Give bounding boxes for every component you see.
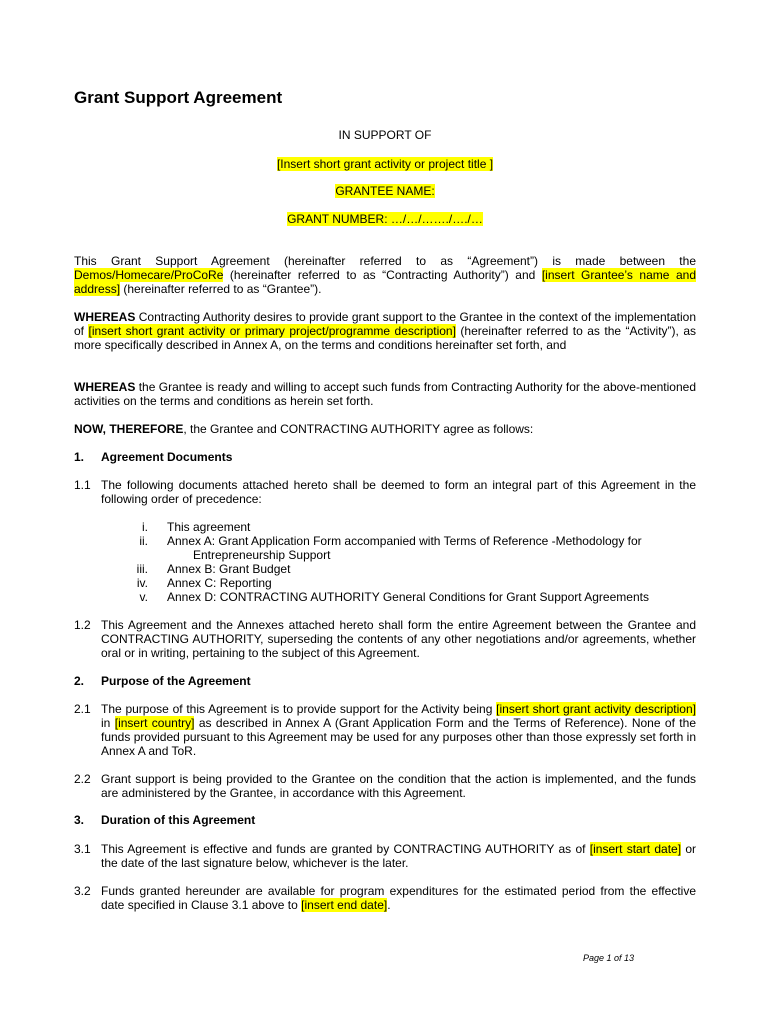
whereas-label: WHEREAS bbox=[74, 310, 136, 324]
intro-text-2: (hereinafter referred to as “Contracting Authority”) and bbox=[223, 268, 542, 282]
clause-3-2-number: 3.2 bbox=[74, 884, 91, 898]
clause-3-2-text-2: . bbox=[387, 898, 391, 912]
intro-paragraph bbox=[74, 254, 696, 296]
clause-3-2-text-1: Funds granted hereunder are available for program expenditures for the estimated period from the effective date specified in Clause 3.1 above to bbox=[101, 884, 696, 912]
list-item-number: i. bbox=[142, 520, 148, 534]
whereas1-text-2: (hereinafter referred to as the “Activity”), as more specifically described in Annex A, on the terms and conditions hereinafter set forth, and bbox=[74, 324, 696, 352]
now-therefore-paragraph bbox=[74, 422, 696, 436]
section-3-number: 3. bbox=[74, 813, 85, 827]
page-number: Page 1 of 13 bbox=[583, 953, 635, 963]
clause-2-1-text bbox=[101, 702, 696, 758]
document-title: Grant Support Agreement bbox=[74, 88, 283, 107]
list-item: This agreement bbox=[167, 520, 251, 534]
whereas-paragraph-2 bbox=[74, 380, 696, 408]
clause-2-1-number: 2.1 bbox=[74, 702, 91, 716]
list-item: Annex A: Grant Application Form accompanied with Terms of Reference -Methodology for bbox=[167, 534, 642, 548]
start-date-placeholder: [insert start date] bbox=[589, 842, 682, 856]
whereas-paragraph-1 bbox=[74, 310, 696, 352]
grant-number-field: GRANT NUMBER: …/…/……./…./… bbox=[287, 212, 483, 226]
clause-1-1-number: 1.1 bbox=[74, 478, 91, 492]
list-item-number: v. bbox=[139, 590, 148, 604]
list-item-continuation: Entrepreneurship Support bbox=[193, 548, 331, 562]
end-date-placeholder: [insert end date] bbox=[301, 898, 388, 912]
activity-title-line bbox=[0, 157, 770, 171]
grantee-name-line bbox=[0, 184, 770, 198]
section-3-heading: Duration of this Agreement bbox=[101, 813, 256, 827]
clause-3-1-text bbox=[101, 842, 696, 870]
grant-number-line bbox=[0, 212, 770, 226]
in-support-of: IN SUPPORT OF bbox=[338, 128, 432, 142]
list-item: Annex C: Reporting bbox=[167, 576, 272, 590]
clause-2-2-number: 2.2 bbox=[74, 772, 91, 786]
section-1-heading: Agreement Documents bbox=[101, 450, 233, 464]
clause-1-1-text: The following documents attached hereto shall be deemed to form an integral part of this Agreement in the following order of precedence: bbox=[101, 478, 696, 506]
section-2-heading: Purpose of the Agreement bbox=[101, 674, 251, 688]
intro-text-1: This Grant Support Agreement (hereinafter referred to as “Agreement”) is made between the bbox=[74, 254, 696, 268]
list-item-number: iii. bbox=[136, 562, 148, 576]
whereas-label: WHEREAS bbox=[74, 380, 136, 394]
now-therefore-text: , the Grantee and CONTRACTING AUTHORITY agree as follows: bbox=[183, 422, 534, 436]
clause-2-1-text-2: in bbox=[101, 716, 115, 730]
section-2-number: 2. bbox=[74, 674, 85, 688]
clause-1-2-text: This Agreement and the Annexes attached hereto shall form the entire Agreement between the Grantee and CONTRACTING AUTHORITY, superseding the contents of any other negotiations and/or agreements, whether oral or in writing, pertaining to the subject of this Agreement. bbox=[101, 618, 696, 660]
clause-3-1-text-1: This Agreement is effective and funds are granted by CONTRACTING AUTHORITY as of bbox=[101, 842, 590, 856]
whereas2-text: the Grantee is ready and willing to accept such funds from Contracting Authority for the above-mentioned activities on the terms and conditions as herein set forth. bbox=[74, 380, 696, 408]
grantee-name-field: GRANTEE NAME: bbox=[335, 184, 435, 198]
list-item-number: ii. bbox=[139, 534, 148, 548]
clause-2-1-text-1: The purpose of this Agreement is to provide support for the Activity being bbox=[101, 702, 497, 716]
activity-title-placeholder: [Insert short grant activity or project title ] bbox=[276, 157, 494, 171]
clause-3-1-number: 3.1 bbox=[74, 842, 91, 856]
section-1-number: 1. bbox=[74, 450, 85, 464]
clause-3-2-text bbox=[101, 884, 696, 912]
whereas1-text-1: Contracting Authority desires to provide grant support to the Grantee in the context of the implementation of bbox=[74, 310, 696, 338]
clause-1-2-number: 1.2 bbox=[74, 618, 91, 632]
grant-activity-description-placeholder: [insert short grant activity description] bbox=[496, 702, 696, 716]
clause-2-1-text-3: as described in Annex A (Grant Application Form and the Terms of Reference). None of the funds provided pursuant to this Agreement may be used for any purposes other than those expressly set forth in Annex A and ToR. bbox=[101, 716, 696, 758]
list-item: Annex B: Grant Budget bbox=[167, 562, 291, 576]
contracting-authority-name: Demos/Homecare/ProCoRe bbox=[74, 268, 224, 282]
country-placeholder: [insert country] bbox=[114, 716, 195, 730]
list-item-number: iv. bbox=[136, 576, 148, 590]
grantee-name-address-placeholder: [insert Grantee’s name and address] bbox=[74, 268, 696, 296]
intro-text-3: (hereinafter referred to as “Grantee”). bbox=[120, 282, 322, 296]
list-item: Annex D: CONTRACTING AUTHORITY General Conditions for Grant Support Agreements bbox=[167, 590, 649, 604]
now-therefore-label: NOW, THEREFORE bbox=[74, 422, 184, 436]
clause-3-1-text-2: or the date of the last signature below, whichever is the later. bbox=[101, 842, 696, 870]
clause-2-2-text: Grant support is being provided to the Grantee on the condition that the action is implemented, and the funds are administered by the Grantee, in accordance with this Agreement. bbox=[101, 772, 696, 800]
activity-description-placeholder: [insert short grant activity or primary project/programme description] bbox=[88, 324, 456, 338]
